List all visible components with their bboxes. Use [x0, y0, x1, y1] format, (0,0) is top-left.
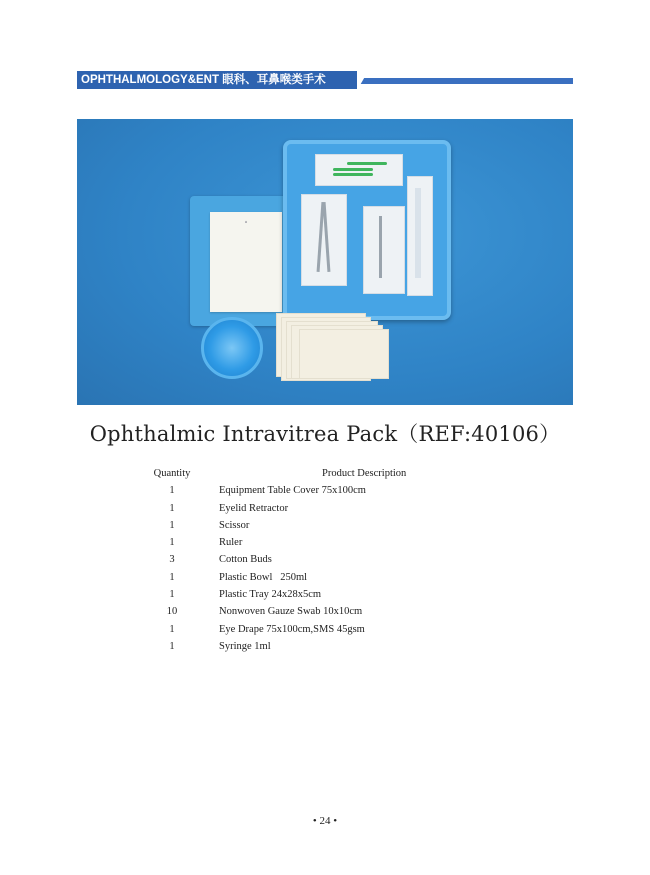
quantity-cell: 1	[169, 571, 175, 583]
section-header	[77, 71, 573, 89]
page-number: • 24 •	[312, 815, 338, 827]
description-cell: Plastic Tray 24x28x5cm	[219, 589, 322, 601]
cotton-bud	[347, 162, 387, 165]
gauze-swab	[299, 329, 389, 379]
syringe	[415, 188, 421, 278]
table-row	[0, 482, 650, 499]
description-cell: Syringe 1ml	[219, 640, 271, 652]
quantity-cell: 3	[169, 554, 175, 566]
table-row	[0, 638, 650, 655]
eyelid-retractor	[379, 216, 382, 278]
description-cell: Cotton Buds	[219, 554, 272, 566]
table-row	[0, 569, 650, 586]
description-header: Product Description	[322, 468, 407, 479]
cotton-bud	[333, 173, 373, 176]
description-cell: Plastic Bowl 250ml	[219, 571, 308, 583]
plastic-tray	[283, 140, 451, 320]
quantity-cell: 1	[169, 589, 175, 601]
table-row	[0, 621, 650, 638]
cotton-bud	[333, 168, 373, 171]
eyelid-retractor-pouch	[363, 206, 405, 294]
brand-logo-icon: ✲	[244, 220, 248, 224]
table-header	[0, 465, 650, 482]
table-row	[0, 500, 650, 517]
quantity-cell: 1	[169, 485, 175, 497]
quantity-header: Quantity	[153, 468, 191, 479]
quantity-cell: 1	[169, 537, 175, 549]
table-row	[0, 551, 650, 568]
plastic-bowl	[201, 317, 263, 379]
description-cell: Eye Drape 75x100cm,SMS 45gsm	[219, 623, 365, 635]
component-table	[0, 465, 650, 655]
table-row	[0, 517, 650, 534]
section-label: OPHTHALMOLOGY&ENT 眼科、耳鼻喉类手术	[77, 71, 357, 89]
product-title: Ophthalmic Intravitrea Pack（REF:40106）	[89, 422, 561, 446]
description-cell: Scissor	[219, 519, 250, 531]
table-row	[0, 603, 650, 620]
table-row	[0, 586, 650, 603]
description-cell: Ruler	[219, 537, 243, 549]
product-photo	[77, 119, 573, 405]
description-cell: Eyelid Retractor	[219, 502, 289, 514]
header-rule	[357, 78, 573, 84]
drape-label-card	[210, 212, 282, 312]
quantity-cell: 1	[169, 640, 175, 652]
quantity-cell: 1	[169, 519, 175, 531]
quantity-cell: 1	[169, 623, 175, 635]
description-cell: Equipment Table Cover 75x100cm	[219, 485, 366, 497]
quantity-cell: 1	[169, 502, 175, 514]
quantity-cell: 10	[166, 606, 178, 618]
description-cell: Nonwoven Gauze Swab 10x10cm	[219, 606, 363, 618]
table-row	[0, 534, 650, 551]
